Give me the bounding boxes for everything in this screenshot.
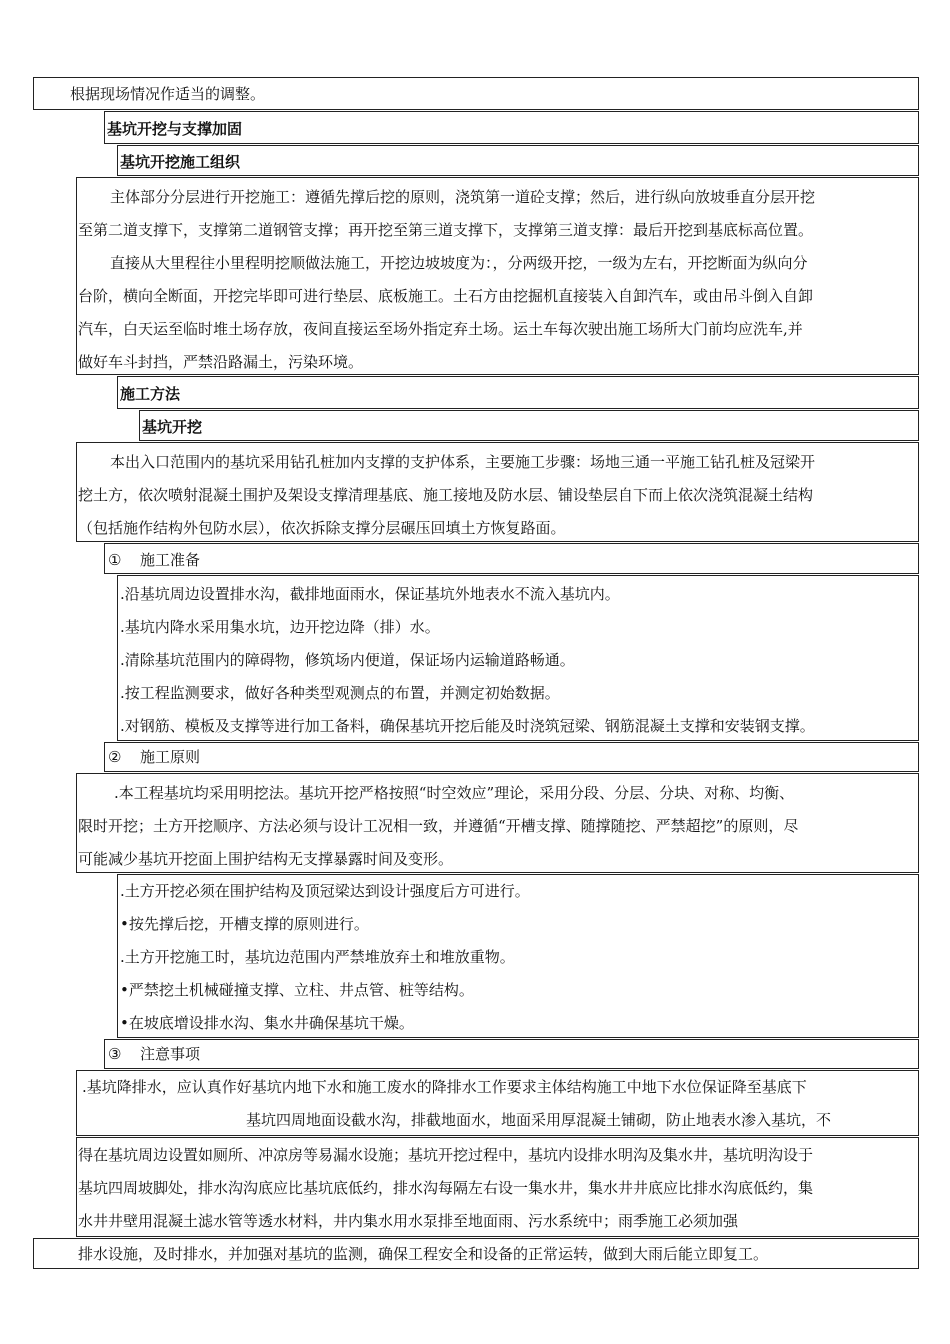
heading-organization: 基坑开挖施工组织 [120,153,241,171]
notes-paragraph [78,1139,916,1238]
prep-item: .对钢筋、模板及支撑等进行加工备料，确保基坑开挖后能及时浇筑冠梁、钢筋混凝土支撑和安装钢支撑。 [120,717,815,735]
org-p2-line-2: 台阶，横向全断面，开挖完毕即可进行垫层、底板施工。土石方由挖掘机直接装入自卸汽车，或由吊斗倒入自卸 [78,287,814,305]
org-p2-line-3: 汽车，白天运至临时堆土场存放，夜间直接运至场外指定弃土场。运土车每次驶出施工场所大门前均应洗车,并 [78,320,803,338]
principle-item: •严禁挖土机械碰撞支撑、立柱、井点管、桩等结构。 [120,981,474,999]
org-paragraph-2 [78,247,916,379]
prep-heading-box [104,543,919,574]
notes-title: 注意事项 [140,1045,201,1063]
principle-item: .土方开挖施工时，基坑边范围内严禁堆放弃土和堆放重物。 [120,948,515,966]
principle-item: •按先撑后挖，开槽支撑的原则进行。 [120,915,369,933]
prep-list [120,578,916,743]
principle-item: •在坡底增设排水沟、集水井确保基坑干燥。 [120,1014,414,1032]
method-line-1: 本出入口范围内的基坑采用钻孔桩加内支撑的支护体系，主要施工步骤：场地三通一平施工钻孔桩及冠梁开 [110,453,816,471]
notes-p-line-1: 得在基坑周边设置如厕所、冲凉房等易漏水设施；基坑开挖过程中，基坑内设排水明沟及集水井，基坑明沟设于 [78,1146,814,1164]
heading-excavation: 基坑开挖 [142,418,203,436]
notes-line-1: .基坑降排水，应认真作好基坑内地下水和施工废水的降排水工作要求主体结构施工中地下水位保证降至基底下 [82,1078,807,1096]
principle-number: ② [108,748,122,766]
prep-title: 施工准备 [140,551,201,569]
org-p1-line-2: 至第二道支撑下，支撑第二道钢管支撑；再开挖至第三道支撑下，支撑第三道支撑：最后开挖到基底标高位置。 [78,221,814,239]
heading-4-box [139,410,919,441]
notes-heading-box [104,1039,919,1069]
principle-line-1: .本工程基坑均采用明挖法。基坑开挖严格按照“时空效应”理论，采用分段、分层、分块、对称、均衡、 [114,784,795,802]
principle-paragraph [78,777,916,876]
notes-p-line-3: 水井井壁用混凝土滤水管等透水材料，井内集水用水泵排至地面雨、污水系统中；雨季施工必须加强 [78,1212,739,1230]
org-paragraph-1 [78,181,916,247]
heading-excavation-support: 基坑开挖与支撑加固 [107,120,243,138]
org-p2-line-4: 做好车斗封挡，严禁沿路漏土，污染环境。 [78,353,364,371]
method-line-3: （包括施作结构外包防水层），依次拆除支撑分层碾压回填土方恢复路面。 [78,519,566,537]
prep-item: .沿基坑周边设置排水沟，截排地面雨水，保证基坑外地表水不流入基坑内。 [120,585,620,603]
principle-line-3: 可能减少基坑开挖面上围护结构无支撑暴露时间及变形。 [78,850,454,868]
method-line-2: 挖土方，依次喷射混凝土围护及架设支撑清理基底、施工接地及防水层、铺设垫层自下而上依次浇筑混凝土结构 [78,486,814,504]
principle-item: .土方开挖必须在围护结构及顶冠梁达到设计强度后方可进行。 [120,882,530,900]
prep-number: ① [108,551,122,569]
notes-p-line-2: 基坑四周坡脚处，排水沟沟底应比基坑底低约，排水沟每隔左右设一集水井，集水井井底应比排水沟底低约，集 [78,1179,814,1197]
principle-heading-box [104,742,919,772]
heading-method: 施工方法 [120,385,181,403]
prep-item: .基坑内降水采用集水坑，边开挖边降（排）水。 [120,618,440,636]
method-paragraph [78,446,916,545]
org-p2-line-1: 直接从大里程往小里程明挖顺做法施工，开挖边坡坡度为：，分两级开挖，一级为左右，开挖断面为纵向分 [110,254,808,272]
prep-item: .清除基坑范围内的障碍物，修筑场内便道，保证场内运输道路畅通。 [120,651,575,669]
notes-line-2: 基坑四周地面设截水沟，排截地面水，地面采用厚混凝土铺砌，防止地表水渗入基坑，不 [246,1111,832,1129]
heading-3-box [117,376,919,409]
principle-list [120,875,916,1040]
prep-item: .按工程监测要求，做好各种类型观测点的布置，并测定初始数据。 [120,684,560,702]
principle-title: 施工原则 [140,748,201,766]
intro-line: 根据现场情况作适当的调整。 [70,85,266,103]
notes-number: ③ [108,1045,122,1063]
principle-line-2: 限时开挖；土方开挖顺序、方法必须与设计工况相一致，并遵循“开槽支撑、随撑随挖、严禁超挖”的原则，尽 [78,817,799,835]
org-p1-line-1: 主体部分分层进行开挖施工：遵循先撑后挖的原则，浇筑第一道砼支撑；然后，进行纵向放坡垂直分层开挖 [110,188,816,206]
notes-last-line: 排水设施，及时排水，并加强对基坑的监测，确保工程安全和设备的正常运转，做到大雨后能立即复工。 [78,1245,769,1263]
